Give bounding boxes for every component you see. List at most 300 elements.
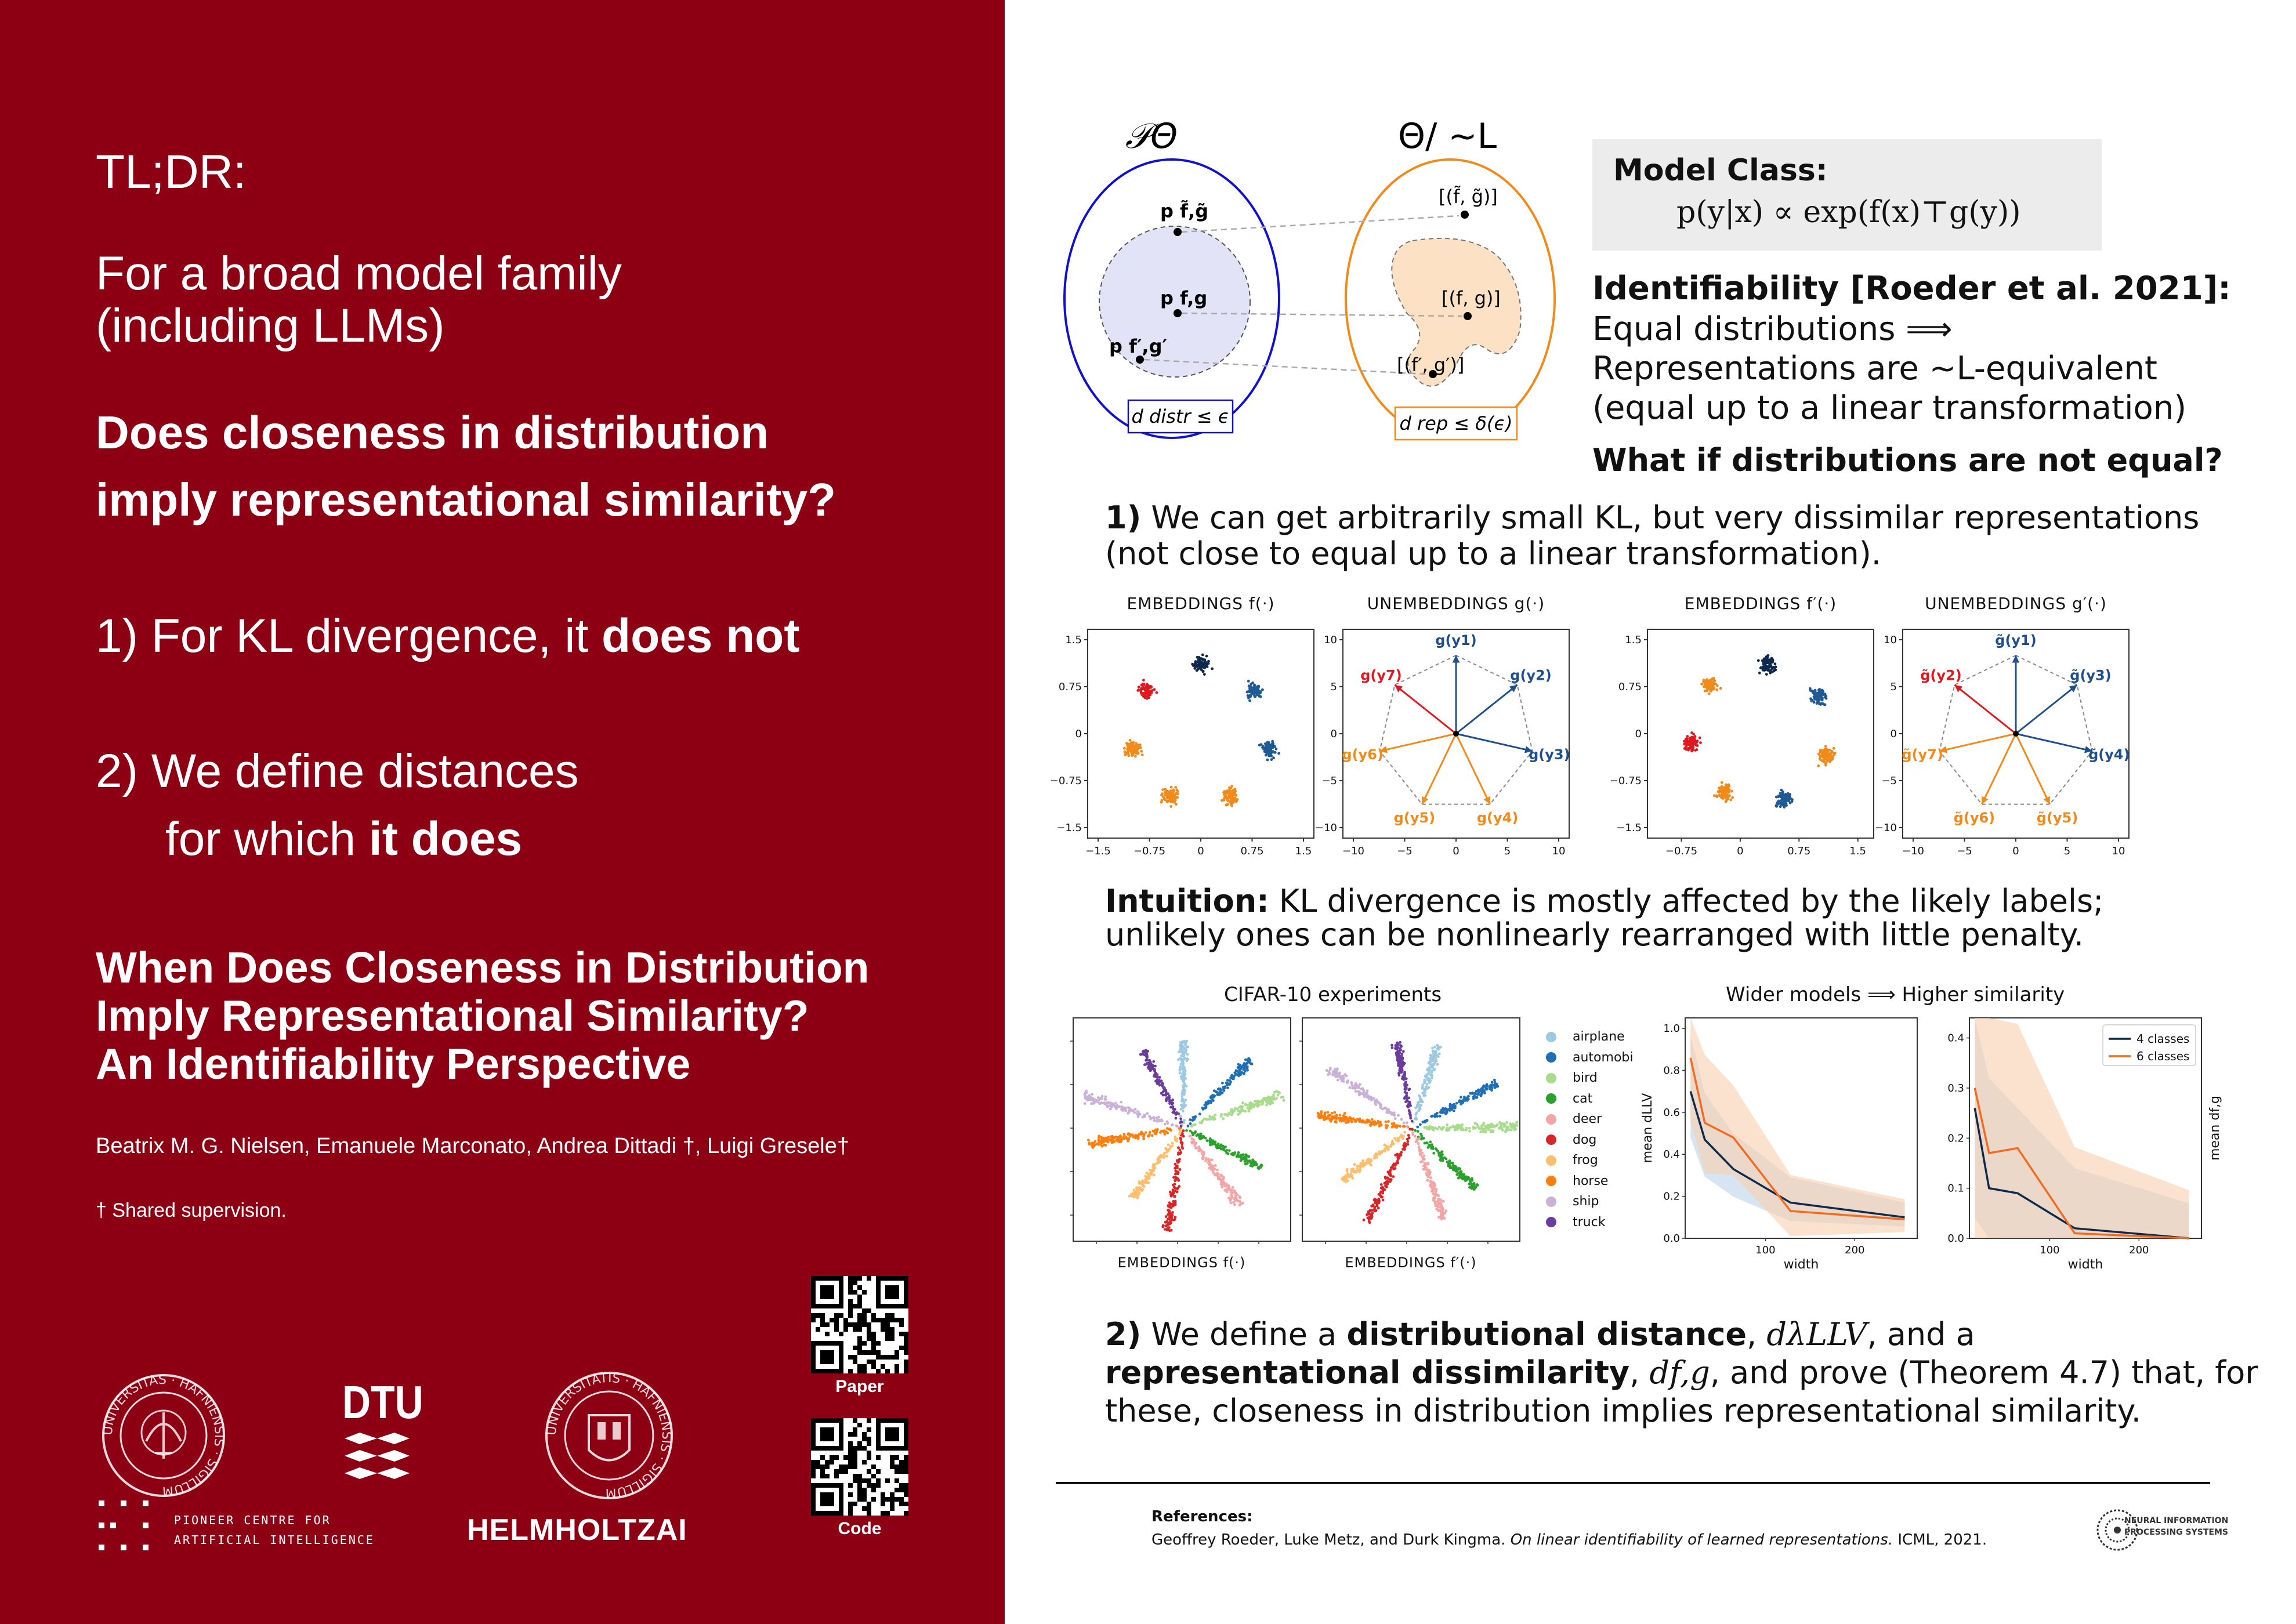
- qr-module: [862, 1437, 867, 1441]
- cifar-point: [1125, 1137, 1128, 1140]
- cifar-point: [1090, 1103, 1093, 1105]
- cifar-point: [1414, 1113, 1417, 1116]
- x-tick-label: −5: [1957, 845, 1972, 857]
- cifar-point: [1149, 1070, 1152, 1072]
- neurips-logo-text: [2124, 1515, 2228, 1538]
- scatter-point: [1127, 751, 1129, 753]
- pioneer-logo-text: [174, 1510, 375, 1550]
- qr-module: [862, 1492, 867, 1497]
- cifar-point: [1448, 1109, 1451, 1112]
- scatter-point: [1247, 690, 1250, 693]
- qr-module: [839, 1332, 843, 1336]
- cifar-point: [1363, 1092, 1366, 1095]
- cifar-point: [1380, 1187, 1383, 1190]
- cifar-point: [1167, 1222, 1169, 1225]
- cifar-point: [1363, 1121, 1366, 1124]
- qr-module: [871, 1464, 876, 1469]
- cifar-point: [1399, 1049, 1402, 1052]
- cifar-point: [1436, 1063, 1439, 1066]
- cifar-point: [1181, 1050, 1184, 1053]
- point2-b: distributional distance: [1346, 1316, 1747, 1353]
- cifar-point: [1120, 1105, 1123, 1108]
- cifar-point: [1340, 1075, 1343, 1078]
- qr-module: [904, 1332, 908, 1336]
- cifar-point: [1426, 1119, 1429, 1122]
- qr-module: [895, 1455, 899, 1460]
- cifar-point: [1272, 1097, 1275, 1100]
- qr-module: [904, 1336, 908, 1341]
- qr-module: [853, 1360, 857, 1364]
- cifar-point: [1257, 1100, 1260, 1103]
- cifar-point: [1161, 1226, 1164, 1228]
- x-tick-label: −1.5: [1085, 845, 1111, 857]
- cifar-point: [1452, 1105, 1455, 1108]
- scatter-point: [1818, 690, 1821, 693]
- cifar-point: [1387, 1120, 1390, 1123]
- cifar-point: [1233, 1197, 1236, 1200]
- cifar-point: [1161, 1119, 1164, 1122]
- qr-module: [895, 1464, 899, 1469]
- cifar-point: [1430, 1054, 1433, 1057]
- qr-module: [885, 1332, 890, 1336]
- cifar-point: [1387, 1108, 1390, 1111]
- scatter-point: [1827, 753, 1830, 756]
- cifar-point: [1093, 1100, 1096, 1103]
- scatter-point: [1171, 800, 1174, 803]
- qr-module: [895, 1350, 899, 1355]
- cifar-point: [1343, 1073, 1346, 1076]
- cifar-point: [1434, 1046, 1437, 1049]
- cifar-point: [1434, 1057, 1437, 1060]
- qr-module: [848, 1322, 853, 1327]
- cifar-point: [1182, 1054, 1185, 1057]
- theta-quotient-label: Θ/ ∼L: [1397, 116, 1497, 157]
- qr-module: [839, 1464, 843, 1469]
- cifar-point: [1447, 1165, 1450, 1168]
- cifar-legend-item: [1546, 1171, 1633, 1192]
- legend-dot-icon: [1546, 1093, 1556, 1104]
- cifar-point: [1399, 1044, 1402, 1047]
- cifar-point: [1406, 1143, 1409, 1146]
- qr-module: [853, 1427, 857, 1432]
- cifar-point: [1453, 1165, 1456, 1168]
- cifar-point: [1180, 1058, 1183, 1061]
- qr-module: [895, 1497, 899, 1502]
- cifar-point: [1118, 1139, 1121, 1141]
- scatter-point: [1247, 697, 1250, 699]
- cifar-point: [1390, 1178, 1393, 1181]
- cifar-point: [1406, 1125, 1409, 1128]
- qr-module: [867, 1418, 871, 1423]
- cifar-point: [1213, 1089, 1216, 1092]
- cifar-point: [1440, 1218, 1443, 1221]
- y-tick-label: 0.1: [1947, 1182, 1964, 1195]
- x-tick-label: 1.5: [1295, 845, 1312, 857]
- cifar-point: [1185, 1048, 1187, 1051]
- scatter-point: [1253, 684, 1256, 687]
- cifar-point: [1368, 1097, 1371, 1100]
- qr-module: [853, 1464, 857, 1469]
- scatter-point: [1824, 748, 1827, 751]
- scatter-point: [1136, 744, 1139, 746]
- qr-module: [885, 1327, 890, 1332]
- cifar-point: [1250, 1164, 1252, 1167]
- cifar-point: [1087, 1139, 1090, 1141]
- cifar-point: [1369, 1216, 1372, 1219]
- x-tick-label: 0: [1453, 845, 1460, 857]
- scatter-point: [1685, 738, 1687, 741]
- cifar-point: [1384, 1121, 1387, 1123]
- cifar-point: [1106, 1138, 1109, 1141]
- cifar-point: [1343, 1178, 1346, 1181]
- cifar-point: [1380, 1183, 1383, 1186]
- qr-module: [881, 1355, 885, 1360]
- cifar-point: [1392, 1142, 1395, 1145]
- cifar-point: [1458, 1124, 1461, 1127]
- cifar-point: [1390, 1145, 1393, 1148]
- scatter-point: [1247, 680, 1250, 683]
- cifar-point: [1402, 1050, 1405, 1053]
- cifar-point: [1414, 1129, 1417, 1132]
- cifar-point: [1172, 1184, 1175, 1187]
- cifar-point: [1441, 1150, 1444, 1153]
- cifar-point: [1213, 1116, 1216, 1119]
- qr-module: [876, 1350, 881, 1355]
- y-tick-label: −1.5: [1616, 822, 1642, 834]
- cifar-point: [1120, 1101, 1122, 1104]
- qr-module: [811, 1464, 816, 1469]
- qr-module: [820, 1313, 825, 1318]
- cifar-point: [1192, 1133, 1194, 1136]
- scatter-point: [1685, 748, 1688, 751]
- qr-module: [857, 1423, 862, 1427]
- cifar-point: [1233, 1071, 1236, 1074]
- cifar-point: [1476, 1184, 1479, 1187]
- scatter-point: [1277, 752, 1280, 755]
- cifar-point: [1449, 1126, 1452, 1129]
- p-theta-label: 𝒫Θ: [1125, 116, 1178, 157]
- dtu-logo-text: DTU: [342, 1376, 423, 1428]
- cifar-point: [1164, 1133, 1167, 1136]
- qr-module: [871, 1336, 876, 1341]
- scatter-point: [1704, 682, 1707, 685]
- qr-module: [890, 1455, 895, 1460]
- cifar-point: [1432, 1064, 1435, 1067]
- cifar-point: [1476, 1093, 1479, 1096]
- cifar-point: [1403, 1122, 1406, 1125]
- cifar-point: [1459, 1127, 1462, 1130]
- cifar-point: [1261, 1100, 1263, 1103]
- cifar-point: [1236, 1154, 1239, 1157]
- cifar-point: [1182, 1086, 1185, 1089]
- cifar-point: [1427, 1170, 1430, 1173]
- qr-module: [876, 1478, 881, 1483]
- pioneer-dots-icon: [97, 1499, 150, 1552]
- cifar-point: [1267, 1097, 1270, 1100]
- qr-module: [899, 1469, 904, 1474]
- cifar-legend-item: [1546, 1027, 1633, 1047]
- cifar-point: [1243, 1156, 1246, 1159]
- cifar-point: [1445, 1109, 1448, 1112]
- scatter-point: [1700, 683, 1703, 686]
- cifar-point: [1236, 1193, 1238, 1196]
- y-tick-label: 0: [1330, 728, 1337, 740]
- cifar-point: [1098, 1134, 1100, 1137]
- cifar-point: [1142, 1137, 1145, 1140]
- code-qr-code[interactable]: [811, 1418, 908, 1516]
- cifar-point: [1484, 1088, 1487, 1090]
- scatter-point: [1773, 669, 1776, 672]
- cifar-point: [1196, 1134, 1198, 1137]
- scatter-point: [1223, 797, 1226, 800]
- scatter-point: [1226, 789, 1229, 792]
- qr-module: [895, 1369, 899, 1373]
- family-line-2: (including LLMs): [96, 299, 445, 352]
- scatter-point: [1192, 664, 1195, 667]
- scatter-point: [1156, 691, 1158, 694]
- cifar-point: [1158, 1119, 1161, 1122]
- cifar-point: [1484, 1131, 1487, 1134]
- cifar-point: [1174, 1201, 1176, 1204]
- cifar-point: [1442, 1126, 1445, 1129]
- embedding-plots: [1049, 586, 2280, 858]
- intuition-line-2: unlikely ones can be nonlinearly rearranged with little penalty.: [1105, 916, 2084, 953]
- cifar-point: [1151, 1134, 1154, 1137]
- cifar-point: [1091, 1093, 1093, 1096]
- scatter-point: [1699, 737, 1701, 740]
- scatter-point: [1718, 786, 1721, 789]
- qr-module: [899, 1346, 904, 1350]
- cifar-point: [1156, 1076, 1159, 1079]
- cifar-point: [1136, 1110, 1139, 1113]
- cifar-point: [1223, 1086, 1226, 1089]
- cifar-point: [1247, 1155, 1250, 1158]
- cifar-point: [1406, 1097, 1408, 1100]
- scatter-point: [1689, 744, 1692, 746]
- cifar-point: [1140, 1133, 1143, 1136]
- cifar-point: [1471, 1187, 1473, 1190]
- x-tick-label: 0: [1197, 845, 1204, 857]
- cifar-point: [1426, 1073, 1429, 1076]
- identifiability-line-1: Equal distributions ⟹: [1592, 310, 1953, 348]
- cifar-point: [1222, 1177, 1225, 1180]
- cifar-point: [1427, 1174, 1430, 1177]
- cifar-point: [1149, 1131, 1151, 1134]
- cifar-point: [1496, 1085, 1499, 1088]
- cifar-point: [1272, 1093, 1275, 1096]
- cifar-point: [1480, 1088, 1483, 1090]
- scatter-point: [1721, 781, 1723, 784]
- y-tick-label: 0.0: [1663, 1232, 1680, 1245]
- cifar-point: [1440, 1210, 1443, 1213]
- cifar-point: [1418, 1146, 1421, 1148]
- scatter-point: [1809, 689, 1812, 692]
- qr-module: [862, 1364, 867, 1369]
- qr-module: [871, 1332, 876, 1336]
- qr-module: [857, 1483, 862, 1488]
- qr-module: [848, 1455, 853, 1460]
- qr-module: [825, 1464, 830, 1469]
- cifar-point: [1333, 1111, 1336, 1114]
- point2-line-3: these, closeness in distribution implies representational similarity.: [1105, 1393, 2141, 1429]
- qr-module: [848, 1276, 853, 1281]
- scatter-point: [1758, 672, 1761, 675]
- cifar-point: [1361, 1087, 1364, 1090]
- cifar-point: [1468, 1127, 1471, 1130]
- y-tick-label: −10: [1875, 822, 1897, 834]
- scatter-point: [1762, 662, 1765, 665]
- qr-module: [890, 1355, 895, 1360]
- cifar-point: [1156, 1079, 1158, 1082]
- legend-dot-icon: [1546, 1073, 1556, 1083]
- cifar-point: [1160, 1130, 1163, 1133]
- cifar-point: [1403, 1125, 1406, 1128]
- qr-module: [853, 1474, 857, 1478]
- qr-module: [867, 1360, 871, 1364]
- neurips-line-2: PROCESSING SYSTEMS: [2124, 1528, 2229, 1537]
- qr-module: [904, 1483, 908, 1488]
- cifar-point: [1117, 1105, 1120, 1108]
- cifar-point: [1432, 1050, 1435, 1053]
- cifar-point: [1265, 1100, 1268, 1103]
- qr-module: [885, 1313, 890, 1318]
- scatter-point: [1255, 686, 1258, 689]
- qr-module: [876, 1369, 881, 1373]
- qr-module: [853, 1446, 857, 1451]
- scatter-point: [1169, 792, 1172, 795]
- x-tick-label: −5: [1397, 845, 1413, 857]
- cifar-point: [1180, 1120, 1183, 1123]
- cifar-point: [1435, 1204, 1437, 1207]
- cifar-point: [1096, 1100, 1099, 1103]
- cifar-point: [1183, 1119, 1186, 1122]
- qr-module: [895, 1364, 899, 1369]
- point2-line-2: [1105, 1354, 2258, 1392]
- cifar-point: [1349, 1119, 1352, 1122]
- cifar-point: [1174, 1167, 1176, 1170]
- y-tick-label: 1.5: [1625, 634, 1642, 646]
- cifar-point: [1242, 1153, 1245, 1156]
- scatter-point: [1694, 749, 1697, 752]
- scatter-point: [1791, 800, 1794, 803]
- scatter-point: [1143, 696, 1146, 699]
- cifar-point: [1147, 1173, 1150, 1176]
- cifar-point: [1371, 1118, 1374, 1121]
- qr-finder-core: [820, 1492, 834, 1506]
- code-qr-label: Code: [838, 1519, 882, 1538]
- y-axis-label: mean dLLV: [1640, 1093, 1655, 1163]
- cifar-point: [1171, 1142, 1174, 1145]
- cifar-point: [1206, 1139, 1209, 1142]
- qr-module: [820, 1464, 825, 1469]
- cifar-point: [1393, 1112, 1396, 1115]
- cifar-point: [1167, 1122, 1169, 1125]
- cifar-point: [1228, 1149, 1231, 1152]
- scatter-point: [1203, 666, 1206, 669]
- cifar-point: [1391, 1046, 1394, 1049]
- svg-text:UNIVERSITAS · HAFNIENSIS · SIG: UNIVERSITAS · HAFNIENSIS · SIGILLUM: [100, 1372, 227, 1499]
- plot-frame: [1647, 629, 1874, 838]
- cifar-point: [1401, 1137, 1404, 1140]
- cifar-point: [1214, 1141, 1216, 1144]
- scatter-point: [1150, 691, 1153, 694]
- x-tick-label: 100: [2040, 1244, 2060, 1256]
- scatter-point: [1141, 753, 1144, 756]
- cifar-point: [1096, 1143, 1099, 1146]
- cifar-point: [1107, 1101, 1110, 1104]
- scatter-point: [1729, 799, 1732, 802]
- cifar-point: [1341, 1177, 1343, 1180]
- cifar-point: [1367, 1213, 1370, 1216]
- cifar-point: [1104, 1096, 1107, 1099]
- scatter-point: [1160, 799, 1163, 802]
- scatter-point: [1141, 683, 1144, 686]
- scatter-point: [1173, 795, 1176, 798]
- cifar-point: [1408, 1103, 1411, 1105]
- cifar-point: [1505, 1128, 1508, 1130]
- cifar-point: [1468, 1186, 1471, 1189]
- scatter-point: [1235, 794, 1238, 797]
- qr-module: [857, 1322, 862, 1327]
- cifar-point: [1422, 1158, 1425, 1161]
- x-tick-label: 10: [1552, 845, 1566, 857]
- cifar-point: [1397, 1046, 1400, 1049]
- paper-qr-code[interactable]: [811, 1276, 908, 1373]
- cifar-point: [1365, 1162, 1368, 1165]
- cifar-point: [1245, 1159, 1248, 1162]
- cifar-point: [1216, 1175, 1219, 1178]
- cifar-point: [1346, 1172, 1349, 1175]
- cifar-point: [1384, 1184, 1387, 1187]
- cifar-point: [1169, 1222, 1172, 1225]
- qr-module: [857, 1336, 862, 1341]
- qr-module: [820, 1455, 825, 1460]
- qr-module: [862, 1446, 867, 1451]
- cifar-point: [1168, 1201, 1171, 1204]
- scatter-point: [1690, 736, 1693, 739]
- intuition-line-1: [1105, 884, 2103, 918]
- qr-module: [881, 1492, 885, 1497]
- cifar-point: [1202, 1157, 1205, 1159]
- intuition-text: [1105, 884, 2103, 952]
- cifar-point: [1402, 1144, 1405, 1147]
- cifar-point: [1220, 1148, 1223, 1151]
- y-tick-label: 0.6: [1663, 1106, 1680, 1119]
- x-tick-label: 0: [1737, 845, 1744, 857]
- cifar-point: [1422, 1154, 1425, 1157]
- qr-module: [890, 1492, 895, 1497]
- cifar-point: [1175, 1176, 1178, 1179]
- cifar-point: [1442, 1111, 1445, 1114]
- cifar-point: [1439, 1046, 1442, 1049]
- cifar-point: [1414, 1135, 1417, 1138]
- cifar-point: [1419, 1133, 1422, 1136]
- cifar-point: [1346, 1081, 1349, 1084]
- scatter-point: [1172, 790, 1175, 793]
- cifar-point: [1182, 1079, 1185, 1082]
- scatter-point: [1257, 688, 1260, 691]
- cifar-point: [1349, 1174, 1352, 1177]
- cifar-point: [1133, 1134, 1136, 1137]
- scatter-point: [1175, 792, 1178, 795]
- cifar-point: [1432, 1152, 1435, 1155]
- cifar-point: [1170, 1206, 1173, 1209]
- panel-title: UNEMBEDDINGS g(·): [1367, 594, 1545, 613]
- cifar-point: [1354, 1120, 1357, 1123]
- scatter-point: [1721, 793, 1723, 796]
- cifar-point: [1509, 1125, 1512, 1128]
- qr-module: [904, 1369, 908, 1373]
